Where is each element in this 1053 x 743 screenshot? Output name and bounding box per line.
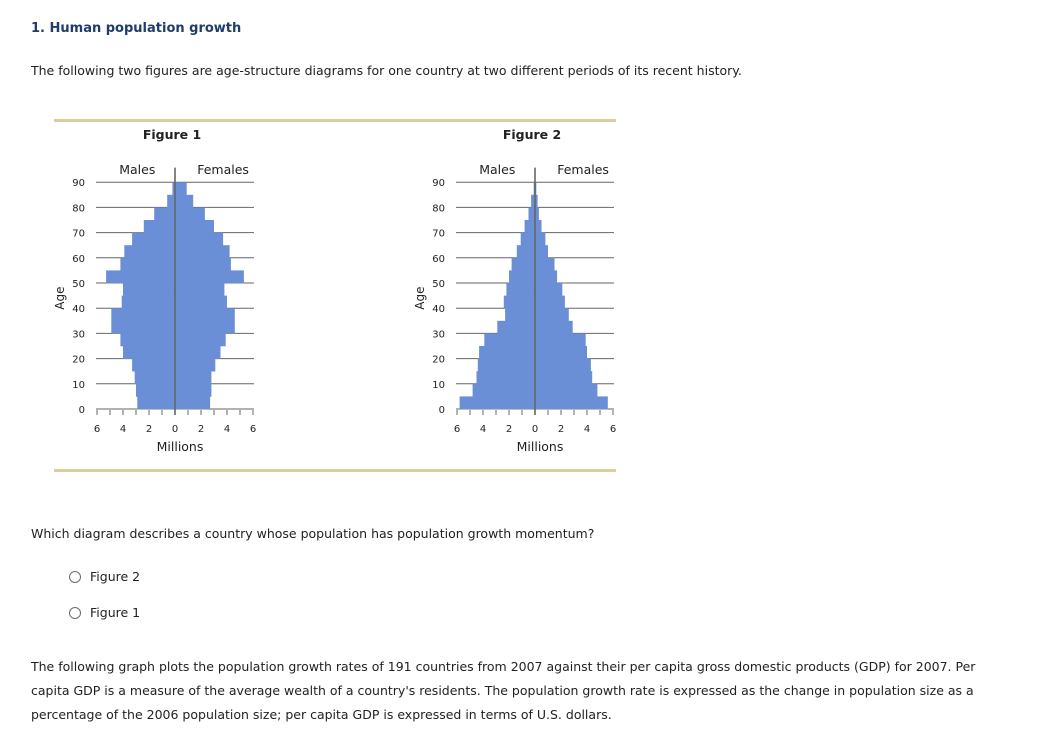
y-tick-label: 80 bbox=[432, 203, 445, 215]
x-tick-label: 4 bbox=[479, 424, 487, 435]
male-bar bbox=[136, 384, 175, 397]
female-bar bbox=[535, 371, 592, 384]
female-bar bbox=[175, 384, 211, 397]
female-bar bbox=[535, 333, 586, 346]
male-bar bbox=[111, 321, 175, 334]
male-bar bbox=[478, 359, 535, 372]
y-tick-label: 90 bbox=[432, 178, 445, 190]
female-bar bbox=[175, 270, 244, 283]
female-bar bbox=[175, 359, 215, 372]
y-tick-label: 10 bbox=[72, 379, 85, 391]
male-bar bbox=[484, 333, 535, 346]
male-bar bbox=[517, 245, 535, 258]
female-bar bbox=[175, 321, 235, 334]
male-bar bbox=[111, 308, 175, 321]
male-bar bbox=[477, 371, 536, 384]
y-tick-label: 40 bbox=[432, 304, 445, 316]
female-bar bbox=[535, 308, 569, 321]
x-tick-label: 0 bbox=[171, 424, 179, 435]
male-bar bbox=[473, 384, 535, 397]
x-axis-label: Millions bbox=[516, 439, 564, 454]
male-bar bbox=[135, 371, 175, 384]
female-bar bbox=[175, 283, 224, 296]
y-tick-label: 20 bbox=[72, 354, 85, 366]
male-bar bbox=[479, 346, 535, 359]
female-bar bbox=[175, 207, 205, 220]
panel-bottom-rule bbox=[54, 469, 616, 472]
male-bar bbox=[460, 396, 535, 409]
radio-button-figure-2[interactable] bbox=[69, 571, 81, 583]
female-bar bbox=[535, 296, 565, 309]
male-bar bbox=[106, 270, 175, 283]
female-bar bbox=[175, 258, 231, 271]
female-bar bbox=[535, 245, 548, 258]
x-tick-label: 2 bbox=[197, 424, 205, 435]
female-bar bbox=[535, 384, 597, 397]
section-heading: 1. Human population growth bbox=[31, 21, 242, 36]
female-bar bbox=[175, 346, 221, 359]
age-structure-figure-2 bbox=[414, 119, 654, 464]
y-tick-label: 50 bbox=[432, 279, 445, 290]
male-bar bbox=[529, 207, 536, 220]
y-tick-label: 0 bbox=[78, 405, 85, 416]
male-bar bbox=[137, 396, 175, 409]
male-bar bbox=[124, 245, 175, 258]
y-tick-label: 40 bbox=[72, 304, 85, 316]
male-bar bbox=[504, 296, 535, 309]
y-tick-label: 0 bbox=[438, 405, 445, 416]
question-text: Which diagram describes a country whose population has population growth momentum? bbox=[31, 526, 595, 541]
female-bar bbox=[175, 233, 223, 246]
y-tick-label: 70 bbox=[432, 228, 445, 240]
females-label: Females bbox=[197, 162, 249, 177]
option-label-figure-1: Figure 1 bbox=[90, 605, 141, 620]
male-bar bbox=[120, 258, 175, 271]
y-tick-label: 70 bbox=[72, 228, 85, 240]
option-figure-2[interactable] bbox=[69, 569, 140, 584]
females-label: Females bbox=[557, 162, 609, 177]
y-tick-label: 90 bbox=[72, 178, 85, 190]
x-axis-label: Millions bbox=[156, 439, 204, 454]
female-bar bbox=[175, 308, 235, 321]
male-bar bbox=[132, 233, 175, 246]
female-bar bbox=[535, 283, 562, 296]
gdp-graph-description: The following graph plots the population growth rates of 191 countries from 2007 against their per capita gross domestic products (GDP) for 2007. Per capita GDP is a measure of the average wealth of a country's residents. The population growth rate is expressed as the change in population size as a percentage of the 2006 population size; per capita GDP is expressed in terms of U.S. dollars. bbox=[31, 659, 976, 722]
female-bar bbox=[535, 396, 608, 409]
y-tick-label: 60 bbox=[72, 253, 85, 265]
female-bar bbox=[175, 333, 226, 346]
age-structure-figure-1 bbox=[54, 119, 294, 464]
figure-title: Figure 1 bbox=[142, 127, 202, 142]
male-bar bbox=[167, 195, 175, 208]
female-bar bbox=[535, 321, 573, 334]
y-tick-label: 10 bbox=[432, 379, 445, 391]
male-bar bbox=[132, 359, 175, 372]
y-axis-label: Age bbox=[413, 286, 427, 310]
male-bar bbox=[506, 283, 535, 296]
x-tick-label: 6 bbox=[93, 424, 101, 435]
female-bar bbox=[175, 220, 214, 233]
x-tick-label: 0 bbox=[531, 424, 539, 435]
male-bar bbox=[525, 220, 535, 233]
y-tick-label: 30 bbox=[72, 329, 85, 341]
male-bar bbox=[505, 308, 535, 321]
female-bar bbox=[175, 195, 193, 208]
x-tick-label: 6 bbox=[453, 424, 461, 435]
female-bar bbox=[175, 396, 210, 409]
y-axis-label: Age bbox=[53, 286, 67, 310]
male-bar bbox=[154, 207, 175, 220]
x-tick-label: 4 bbox=[583, 424, 591, 435]
y-tick-label: 50 bbox=[72, 279, 85, 290]
y-tick-label: 30 bbox=[432, 329, 445, 341]
figures-panel bbox=[54, 119, 616, 474]
male-bar bbox=[123, 346, 175, 359]
male-bar bbox=[512, 258, 535, 271]
option-figure-1[interactable] bbox=[69, 605, 140, 620]
x-tick-label: 6 bbox=[249, 424, 257, 435]
intro-text: The following two figures are age-structure diagrams for one country at two different periods of its recent history. bbox=[31, 63, 742, 78]
radio-button-figure-1[interactable] bbox=[69, 607, 81, 619]
males-label: Males bbox=[119, 162, 156, 177]
female-bar bbox=[535, 270, 557, 283]
female-bar bbox=[175, 245, 230, 258]
x-tick-label: 6 bbox=[609, 424, 617, 435]
male-bar bbox=[509, 270, 535, 283]
y-tick-label: 60 bbox=[432, 253, 445, 265]
male-bar bbox=[123, 283, 175, 296]
y-tick-label: 20 bbox=[432, 354, 445, 366]
x-tick-label: 2 bbox=[505, 424, 513, 435]
female-bar bbox=[535, 220, 542, 233]
male-bar bbox=[144, 220, 175, 233]
males-label: Males bbox=[479, 162, 516, 177]
x-tick-label: 2 bbox=[145, 424, 153, 435]
female-bar bbox=[175, 296, 227, 309]
male-bar bbox=[122, 296, 175, 309]
option-label-figure-2: Figure 2 bbox=[90, 569, 141, 584]
x-tick-label: 2 bbox=[557, 424, 565, 435]
female-bar bbox=[535, 346, 587, 359]
x-tick-label: 4 bbox=[119, 424, 127, 435]
female-bar bbox=[535, 359, 591, 372]
female-bar bbox=[535, 233, 545, 246]
y-tick-label: 80 bbox=[72, 203, 85, 215]
female-bar bbox=[535, 258, 555, 271]
figure-title: Figure 2 bbox=[502, 127, 562, 142]
male-bar bbox=[521, 233, 535, 246]
male-bar bbox=[120, 333, 175, 346]
male-bar bbox=[497, 321, 535, 334]
female-bar bbox=[175, 371, 211, 384]
x-tick-label: 4 bbox=[223, 424, 231, 435]
female-bar bbox=[175, 182, 187, 195]
